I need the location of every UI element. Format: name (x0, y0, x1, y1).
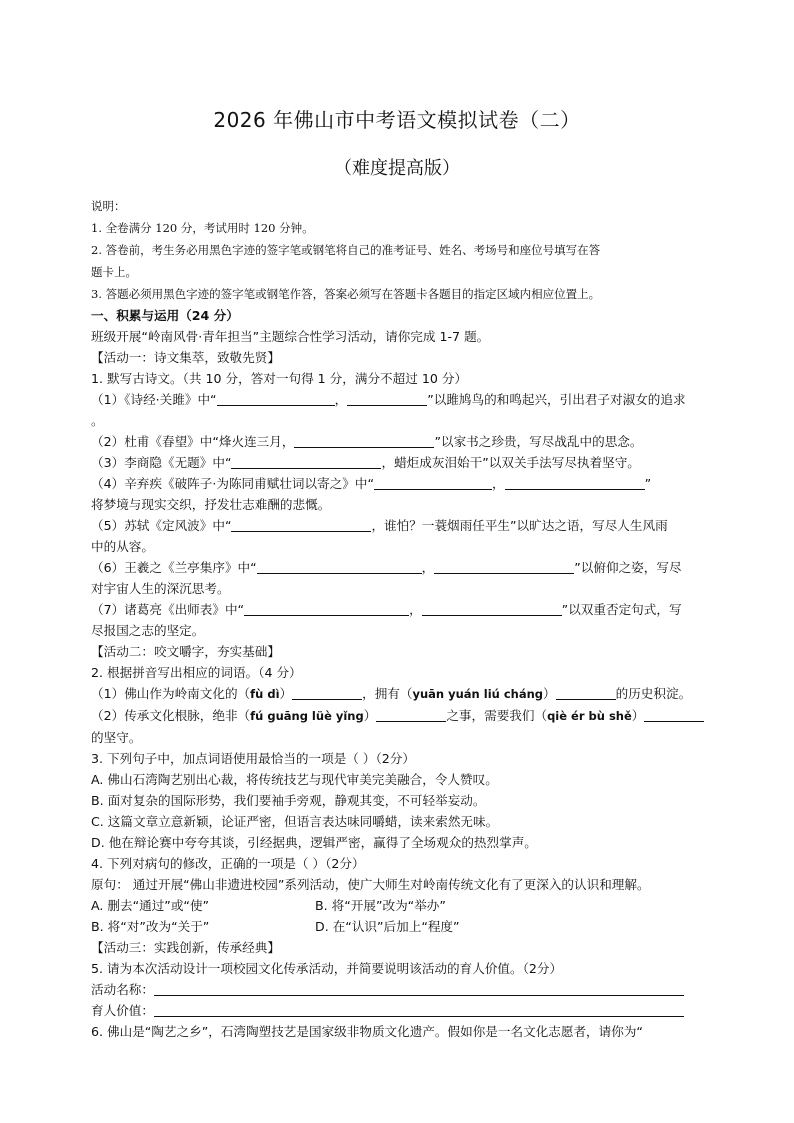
question-1-item-4-cont: 将梦境与现实交织，抒发壮志难酬的悲慨。 (91, 497, 331, 512)
page-title: 2026 年佛山市中考语文模拟试卷（二） (213, 108, 581, 132)
answer-blank[interactable] (257, 560, 422, 574)
answer-blank[interactable] (217, 392, 335, 406)
question-6-stem: 6. 佛山是“陶艺之乡”，石湾陶塑技艺是国家级非物质文化遗产。假如你是一名文化志愿者，请你为“ (91, 1024, 643, 1039)
section-heading: 一、积累与运用（24 分） (91, 308, 239, 323)
question-4-option-d[interactable]: D. 在“认识”后加上“程度” (315, 919, 460, 934)
question-3-option-c[interactable]: C. 这篇文章立意新颖，论证严密，但语言表达味同嚼蜡，读来索然无味。 (91, 814, 499, 829)
question-1-item-1-cont: 。 (91, 413, 104, 428)
answer-blank[interactable] (294, 434, 434, 448)
question-1-item-6-cont: 对宇宙人生的深沉思考。 (91, 581, 230, 596)
education-value-row: 育人价值： (91, 1000, 711, 1021)
section-intro: 班级开展“岭南风骨·青年担当”主题综合性学习活动，请你完成 1-7 题。 (91, 329, 490, 344)
question-2-item-1: （1）佛山作为岭南文化的（fù dì） ，拥有（yuān yuán liú cháng） 的历史积淀。 (91, 686, 692, 701)
page-subtitle: （难度提高版） (334, 158, 460, 179)
answer-blank[interactable] (556, 686, 616, 700)
question-4-option-b-2[interactable]: B. 将“对”改为“关于” (91, 919, 210, 934)
answer-blank[interactable] (422, 602, 562, 616)
question-4-option-a[interactable]: A. 删去“通过”或“使” (91, 898, 210, 913)
question-4-stem: 4. 下列对病句的修改，正确的一项是（ ）（2分） (91, 856, 365, 871)
answer-blank[interactable] (231, 455, 381, 469)
question-1-item-1: （1）《诗经·关雎》中“ ， ”以雎鸠鸟的和鸣起兴，引出君子对淑女的追求 (91, 392, 686, 407)
question-4-option-b[interactable]: B. 将“开展”改为“举办” (315, 898, 446, 913)
pinyin: yuān yuán liú cháng (412, 687, 544, 701)
notes-heading: 说明： (91, 199, 126, 213)
question-3-stem: 3. 下列句子中，加点词语使用最恰当的一项是（ ）（2分） (91, 751, 415, 766)
answer-blank[interactable] (292, 686, 362, 700)
question-1-item-3: （3）李商隐《无题》中“ ，蜡炬成灰泪始干”以双关手法写尽执着坚守。 (91, 455, 640, 470)
question-1-item-2: （2）杜甫《春望》中“烽火连三月， ”以家书之珍贵，写尽战乱中的思念。 (91, 434, 643, 449)
exam-body (91, 195, 711, 1042)
note-2: 2. 答卷前，考生务必用黑色字迹的签字笔或钢笔将自己的准考证号、姓名、考场号和座位号填写在答 (91, 243, 601, 257)
question-2-stem: 2. 根据拼音写出相应的词语。（4 分） (91, 665, 302, 680)
question-4-original-sentence: 原句： 通过开展“佛山非遗进校园”系列活动，使广大师生对岭南传统文化有了更深入的认识和理解。 (91, 877, 650, 892)
question-1-item-5-cont: 中的从容。 (91, 539, 154, 554)
activity-one-label: 【活动一：诗文集萃，致敬先贤】 (91, 350, 280, 365)
activity-name-blank[interactable] (154, 982, 684, 996)
question-2-item-2: （2）传承文化根脉，绝非（fú guāng lüè yǐng） 之事，需要我们（qiè ér bù shě） (91, 705, 711, 727)
answer-blank[interactable] (374, 476, 492, 490)
question-1-item-7-cont: 尽报国之志的坚定。 (91, 623, 205, 638)
activity-name-row: 活动名称： (91, 979, 711, 1000)
question-3-option-a[interactable]: A. 佛山石湾陶艺别出心裁，将传统技艺与现代审美完美融合，令人赞叹。 (91, 772, 498, 787)
answer-blank[interactable] (505, 476, 645, 490)
pinyin: fú guāng lüè yǐng (250, 709, 364, 723)
answer-blank[interactable] (644, 708, 704, 722)
pinyin: qiè ér bù shě (547, 709, 632, 723)
question-1-item-5: （5）苏轼《定风波》中“ ，谁怕？一蓑烟雨任平生”以旷达之语，写尽人生风雨 (91, 518, 668, 533)
answer-blank[interactable] (434, 560, 574, 574)
answer-blank[interactable] (347, 392, 427, 406)
note-1: 1. 全卷满分 120 分，考试用时 120 分钟。 (91, 221, 314, 235)
question-2-item-2-cont: 的坚守。 (91, 730, 142, 745)
question-3-option-b[interactable]: B. 面对复杂的国际形势，我们要袖手旁观，静观其变，不可轻举妄动。 (91, 793, 486, 808)
answer-blank[interactable] (244, 602, 409, 616)
question-1-item-4: （4）辛弃疾《破阵子·为陈同甫赋壮词以寄之》中“ ， ” (91, 476, 652, 491)
question-4-options (91, 895, 711, 937)
question-1-item-6: （6）王羲之《兰亭集序》中“ ， ”以俯仰之姿，写尽 (91, 560, 682, 575)
note-2-cont: 题卡上。 (91, 265, 137, 279)
question-5-stem: 5. 请为本次活动设计一项校园文化传承活动，并简要说明该活动的育人价值。（2分） (91, 961, 563, 976)
activity-two-label: 【活动二：咬文嚼字，夯实基础】 (91, 644, 280, 659)
question-3-option-d[interactable]: D. 他在辩论赛中夸夸其谈，引经据典，逻辑严密，赢得了全场观众的热烈掌声。 (91, 835, 537, 850)
activity-three-label: 【活动三：实践创新，传承经典】 (91, 940, 280, 955)
answer-blank[interactable] (231, 518, 371, 532)
question-1-item-7: （7）诸葛亮《出师表》中“ ， ”以双重否定句式，写 (91, 602, 682, 617)
question-1-stem: 1. 默写古诗文。（共 10 分，答对一句得 1 分，满分不超过 10 分） (91, 371, 468, 386)
answer-blank[interactable] (376, 708, 446, 722)
education-value-blank[interactable] (154, 1003, 684, 1017)
pinyin: fù dì (250, 687, 280, 701)
note-3: 3. 答题必须用黑色字迹的签字笔或钢笔作答，答案必须写在答题卡各题目的指定区域内相应位置上。 (91, 287, 601, 301)
